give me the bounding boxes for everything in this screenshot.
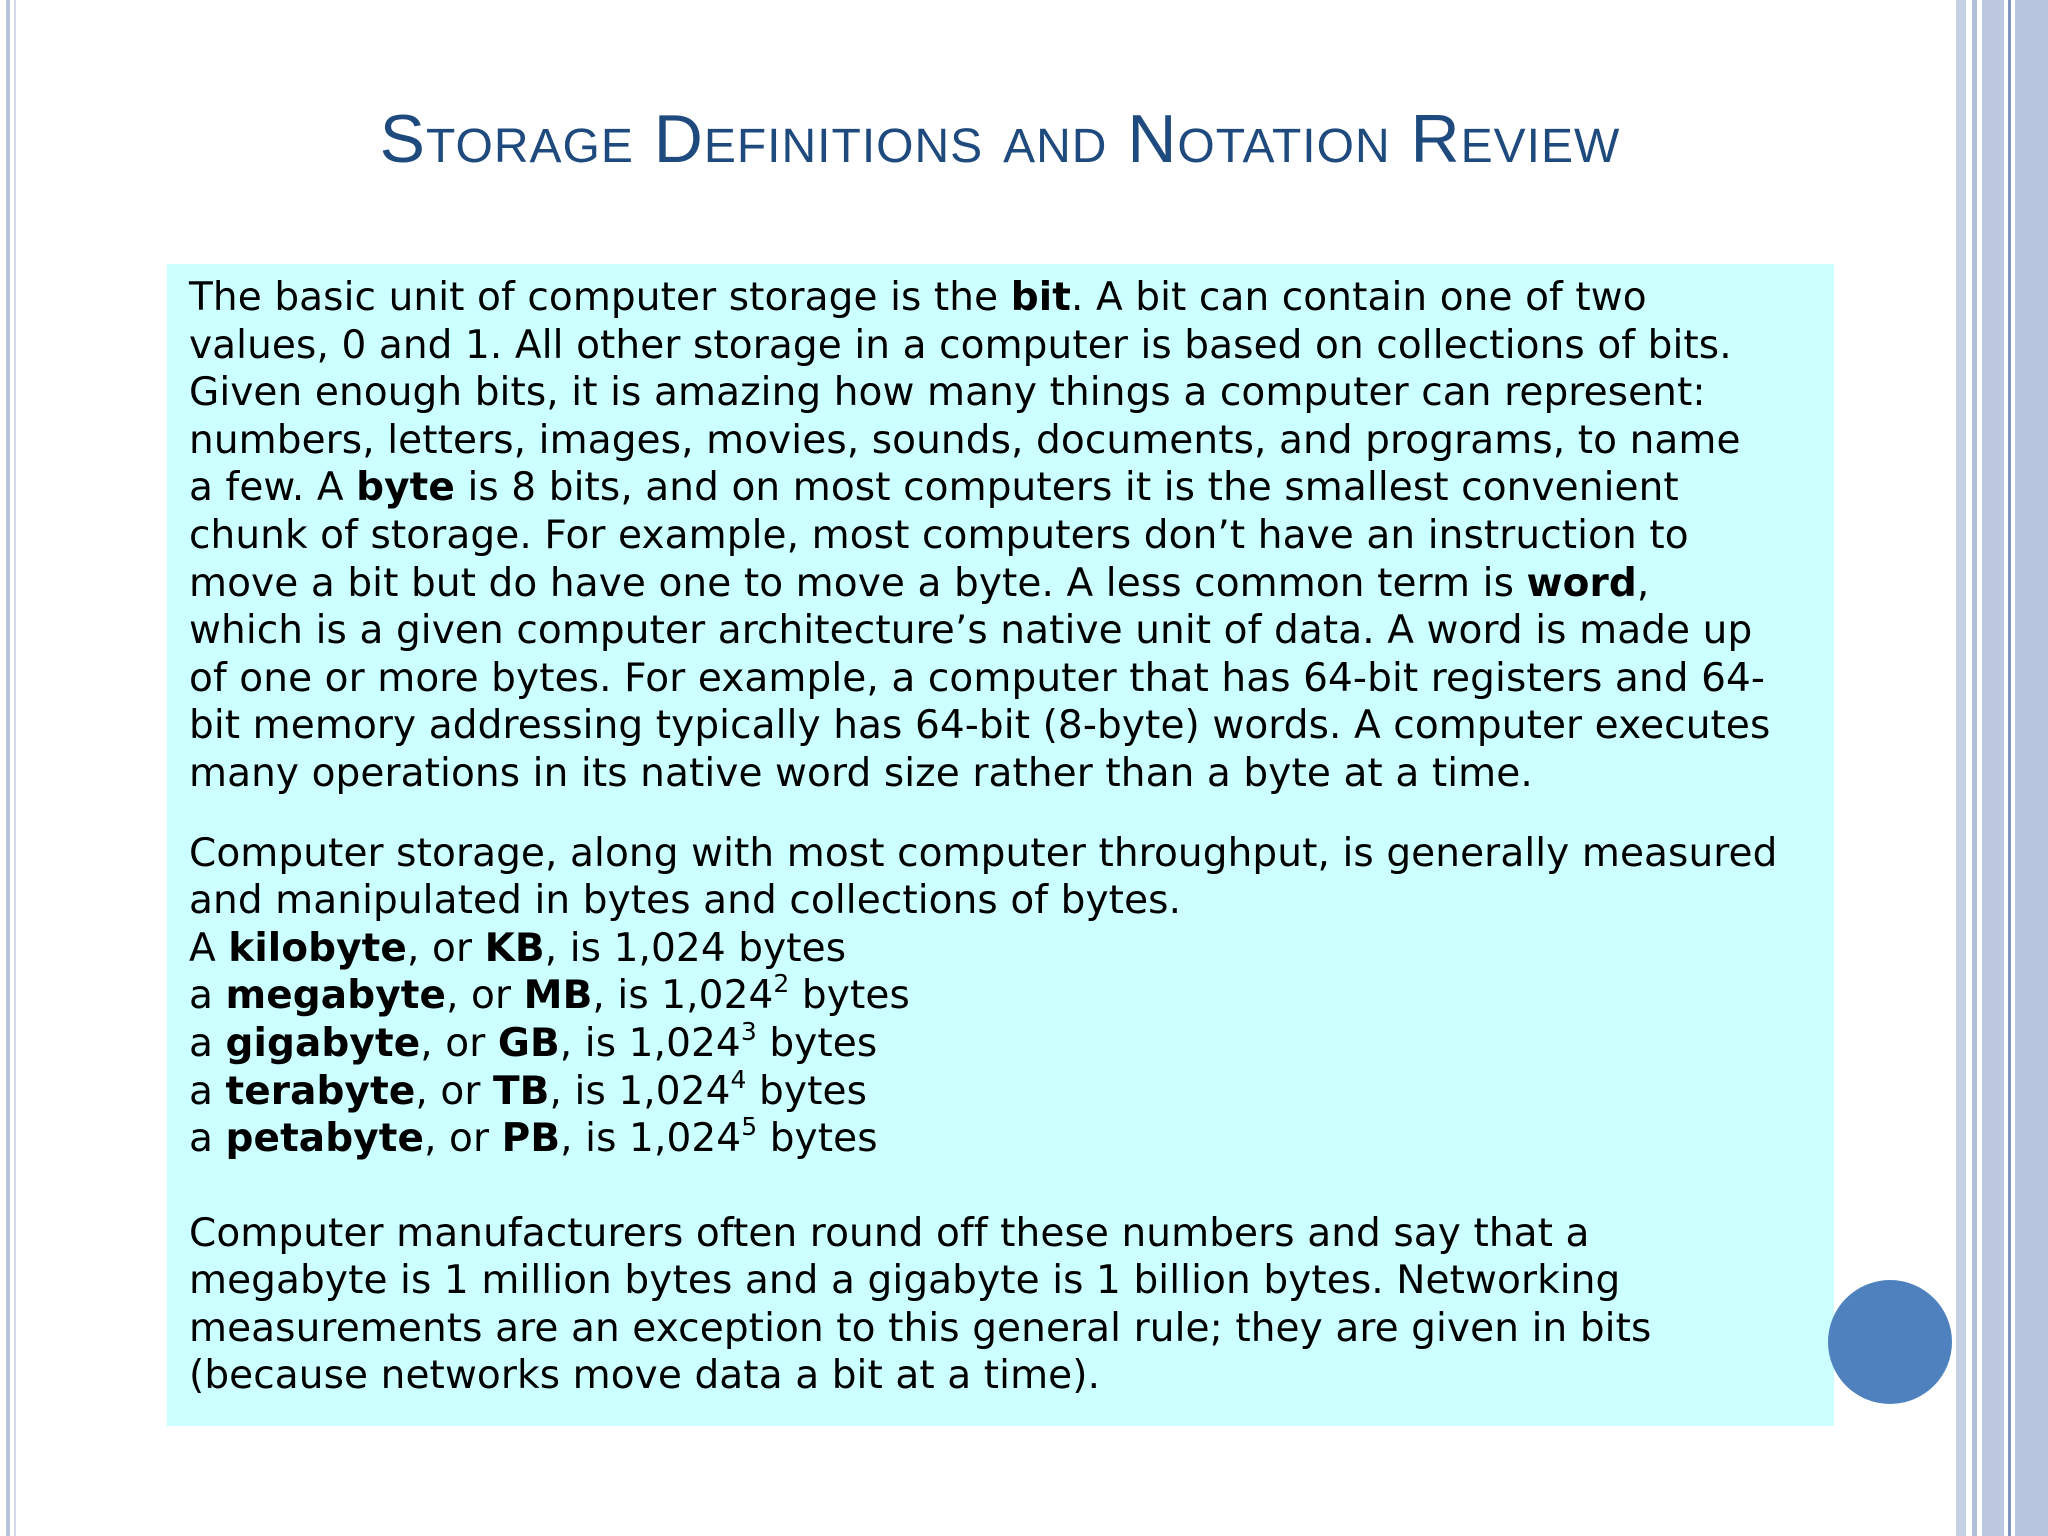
text-line: which is a given computer architecture’s native unit of data. A word is made up: [189, 608, 1753, 654]
slide-title: Storage Definitions and Notation Review: [379, 101, 1621, 177]
text-line: measurements are an exception to this general rule; they are given in bits: [189, 1305, 1652, 1351]
exponent: 3: [740, 1016, 757, 1046]
text-line: numbers, letters, images, movies, sounds, documents, and programs, to name: [189, 417, 1741, 463]
exponent: 4: [730, 1064, 747, 1094]
unit-line-kilobyte: A kilobyte, or KB, is 1,024 bytes: [189, 925, 847, 971]
paragraph-storage-units: [189, 830, 1814, 1163]
text-line: megabyte is 1 million bytes and a gigabyte is 1 billion bytes. Networking: [189, 1258, 1621, 1304]
text-line: bit memory addressing typically has 64-bit (8-byte) words. A computer executes: [189, 703, 1771, 749]
right-decor-stripe-4: [2008, 0, 2011, 1536]
left-decor-stripe: [6, 0, 10, 1536]
term-byte: byte: [356, 465, 455, 511]
right-decor-stripe-3: [1982, 0, 2004, 1536]
text-line: Given enough bits, it is amazing how many things a computer can represent:: [189, 370, 1706, 416]
right-decor-stripe-5: [2015, 0, 2048, 1536]
exponent: 5: [741, 1112, 758, 1142]
content-box: [167, 264, 1834, 1426]
text-line: of one or more bytes. For example, a computer that has 64-bit registers and 64-: [189, 655, 1766, 701]
unit-line-megabyte: a megabyte, or MB, is 1,024$^2$ bytes: [189, 969, 910, 1019]
text-line: values, 0 and 1. All other storage in a computer is based on collections of bits.: [189, 322, 1732, 368]
text-line: The basic unit of computer storage is the bit. A bit can contain one of two: [189, 275, 1647, 320]
right-decor-stripe-2: [1972, 0, 1977, 1536]
unit-line-terabyte: a terabyte, or TB, is 1,024$^4$ bytes: [189, 1064, 867, 1114]
text-line: move a bit but do have one to move a byte. A less common term is word,: [189, 560, 1650, 606]
text-line: Computer storage, along with most computer throughput, is generally measured: [189, 830, 1778, 876]
term-word: word: [1526, 560, 1637, 606]
paragraph-bit-byte-word: [189, 274, 1814, 798]
right-decor-stripe-1: [1956, 0, 1966, 1536]
text-line: many operations in its native word size rather than a byte at a time.: [189, 750, 1533, 796]
decorative-circle: [1828, 1280, 1952, 1404]
text-line: a few. A byte is 8 bits, and on most computers it is the smallest convenient: [189, 465, 1679, 511]
left-decor-stripe-thin: [14, 0, 16, 1536]
text-line: (because networks move data a bit at a time).: [189, 1353, 1101, 1399]
unit-line-gigabyte: a gigabyte, or GB, is 1,024$^3$ bytes: [189, 1016, 878, 1066]
paragraph-manufacturers: [189, 1210, 1814, 1400]
text-line: Computer manufacturers often round off these numbers and say that a: [189, 1210, 1590, 1256]
unit-line-petabyte: a petabyte, or PB, is 1,024$^5$ bytes: [189, 1112, 878, 1162]
text-line: and manipulated in bytes and collections of bytes.: [189, 878, 1182, 924]
term-bit: bit: [1010, 275, 1071, 320]
exponent: 2: [773, 969, 790, 999]
text-line: chunk of storage. For example, most computers don’t have an instruction to: [189, 512, 1689, 558]
